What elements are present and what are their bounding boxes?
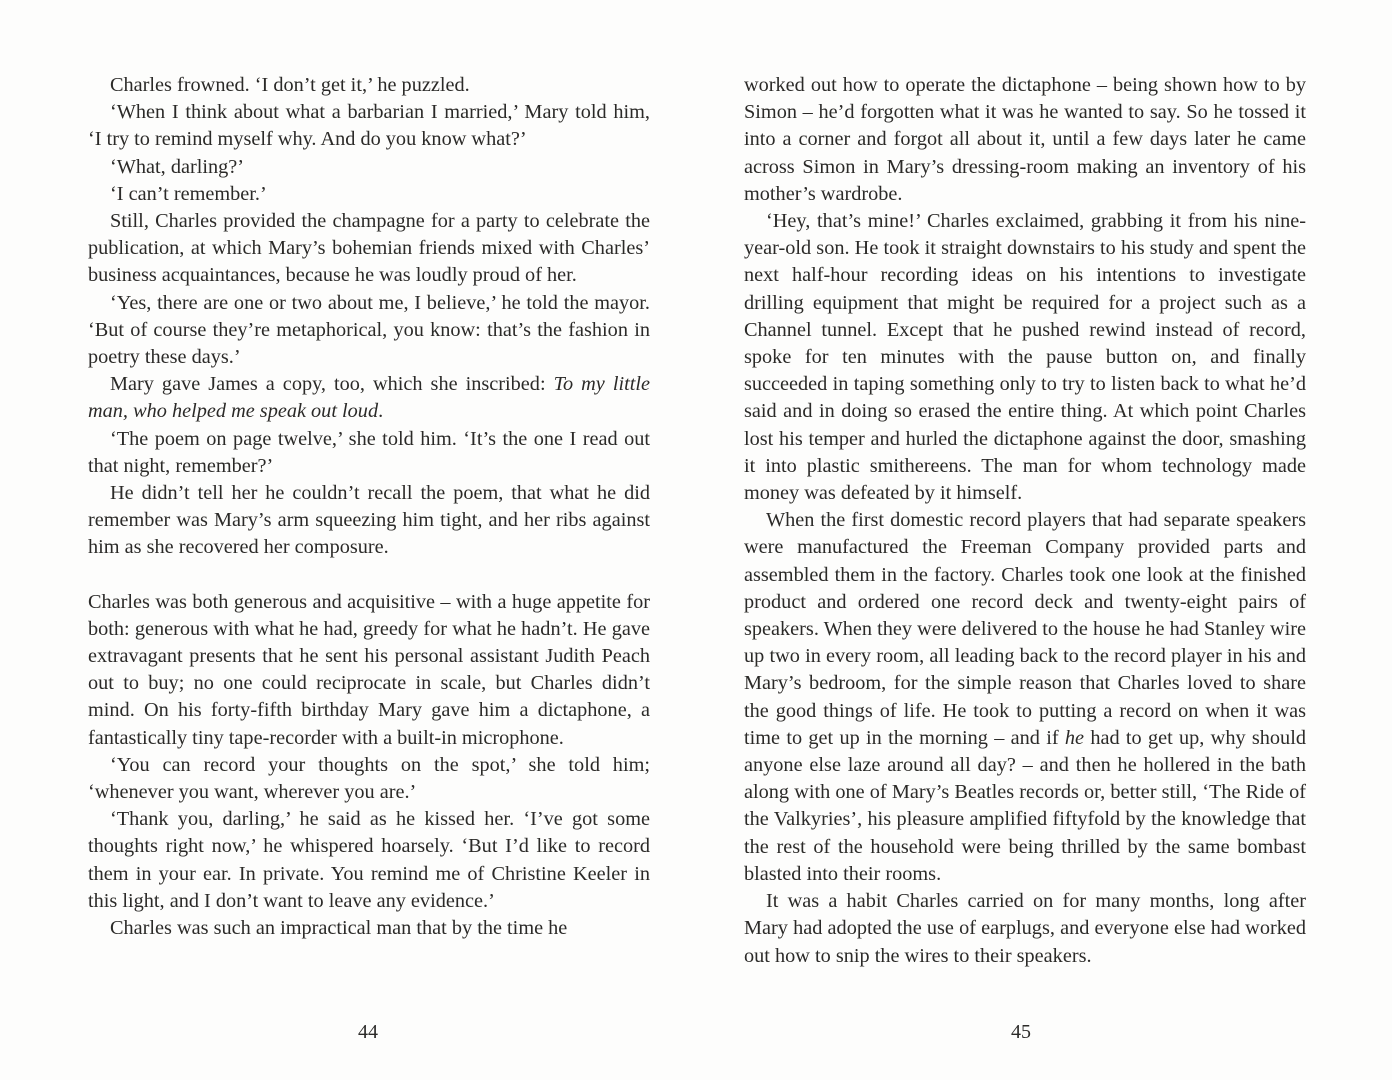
text-run: had to get up, why should anyone else laze around all day? – and then he hollered in the bath along with one of Mary’s Beatles records or, better still, ‘The Ride of the Valkyries’, his pleasure amplified fiftyfold by the knowledge that the rest of the household were being thrilled by the same bombast blasted into their rooms.: [744, 726, 1306, 885]
text-run: Charles was both generous and acquisitive – with a huge appetite for both: generous with what he had, greedy for what he hadn’t. He gave extravagant presents that he sent his personal assistant Judith Peach out to buy; no one could reciprocate in scale, but Charles didn’t mind. On his forty-fifth birthday Mary gave him a dictaphone, a fantastically tiny tape-recorder with a built-in microphone.: [88, 590, 650, 749]
text-run: worked out how to operate the dictaphone – being shown how to by Simon – he’d forgotten what it was he wanted to say. So he tossed it into a corner and forgot all about it, until a few days later he came across Simon in Mary’s dressing-room making an inventory of his mother’s wardrobe.: [744, 74, 1306, 205]
text-run: ‘The poem on page twelve,’ she told him. ‘It’s the one I read out that night, remember?’: [88, 427, 650, 477]
paragraph: [88, 154, 650, 181]
paragraph: [88, 806, 650, 915]
text-run: ‘Thank you, darling,’ he said as he kissed her. ‘I’ve got some thoughts right now,’ he whispered hoarsely. ‘But I’d like to record them in your ear. In private. You remind me of Christine Keeler in this light, and I don’t want to leave any evidence.’: [88, 808, 650, 912]
text-run: He didn’t tell her he couldn’t recall the poem, that what he did remember was Mary’s arm squeezing him tight, and her ribs against him as she recovered her composure.: [88, 482, 650, 559]
page-number: 44: [358, 1021, 378, 1043]
paragraph: [88, 99, 650, 153]
text-run: ‘Hey, that’s mine!’ Charles exclaimed, grabbing it from his nine-year-old son. He took it straight downstairs to his study and spent the next half-hour recording ideas on his intentions to investigate drilling equipment that might be required for a project such as a Channel tunnel. Except that he pushed rewind instead of record, spoke for ten minutes with the pause button on, and finally succeeded in taping something only to try to listen back to what he’d said and in doing so erased the entire thing. At which point Charles lost his temper and hurled the dictaphone against the door, smashing it into plastic smithereens. The man for whom technology made money was defeated by it himself.: [744, 210, 1306, 505]
right-page: [744, 72, 1306, 970]
section-paragraph: [88, 589, 650, 752]
paragraph: [88, 480, 650, 562]
text-run: Still, Charles provided the champagne for a party to celebrate the publication, at which Mary’s bohemian friends mixed with Charles’ business acquaintances, because he was loudly proud of her.: [88, 210, 650, 287]
italic-inscription: To my little man, who helped me speak out loud: [88, 373, 650, 423]
text-run: ‘I can’t remember.’: [110, 182, 267, 205]
paragraph: [744, 208, 1306, 507]
text-run: It was a habit Charles carried on for many months, long after Mary had adopted the use of earplugs, and everyone else had worked out how to snip the wires to their speakers.: [744, 890, 1306, 967]
paragraph: [88, 371, 650, 425]
text-run: Charles frowned. ‘I don’t get it,’ he puzzled.: [110, 74, 470, 96]
text-run: ‘Yes, there are one or two about me, I believe,’ he told the mayor. ‘But of course they’re metaphorical, you know: that’s the fashion in poetry these days.’: [88, 291, 650, 369]
paragraph: [88, 181, 650, 208]
text-run: ‘You can record your thoughts on the spot,’ she told him; ‘whenever you want, wherever you are.’: [88, 753, 650, 804]
paragraph: [88, 915, 650, 942]
left-page: [88, 72, 650, 942]
page-number: 45: [1011, 1021, 1031, 1043]
text-run: ‘What, darling?’: [110, 155, 245, 178]
paragraph: [744, 72, 1306, 208]
text-run: .: [378, 400, 384, 423]
paragraph: [744, 507, 1306, 888]
paragraph: [744, 888, 1306, 970]
paragraph: [88, 208, 650, 290]
text-run: Charles was such an impractical man that by the time he: [110, 917, 568, 940]
paragraph: [88, 426, 650, 480]
text-run: ‘When I think about what a barbarian I married,’ Mary told him, ‘I try to remind myself why. And do you know what?’: [88, 101, 650, 151]
paragraph: [88, 72, 650, 99]
paragraph: [88, 290, 650, 372]
text-run: When the first domestic record players that had separate speakers were manufactured the Freeman Company provided parts and assembled them in the factory. Charles took one look at the finished product and ordered one record deck and twenty-eight pairs of speakers. When they were delivered to the house he had Stanley wire up two in every room, all leading back to the record player in his and Mary’s bedroom, for the simple reason that Charles loved to share the good things of life. He took to putting a record on when it was time to get up in the morning – and if: [744, 509, 1306, 749]
text-run: Mary gave James a copy, too, which she inscribed:: [110, 373, 554, 396]
italic-word: he: [1064, 726, 1085, 749]
paragraph: [88, 752, 650, 806]
